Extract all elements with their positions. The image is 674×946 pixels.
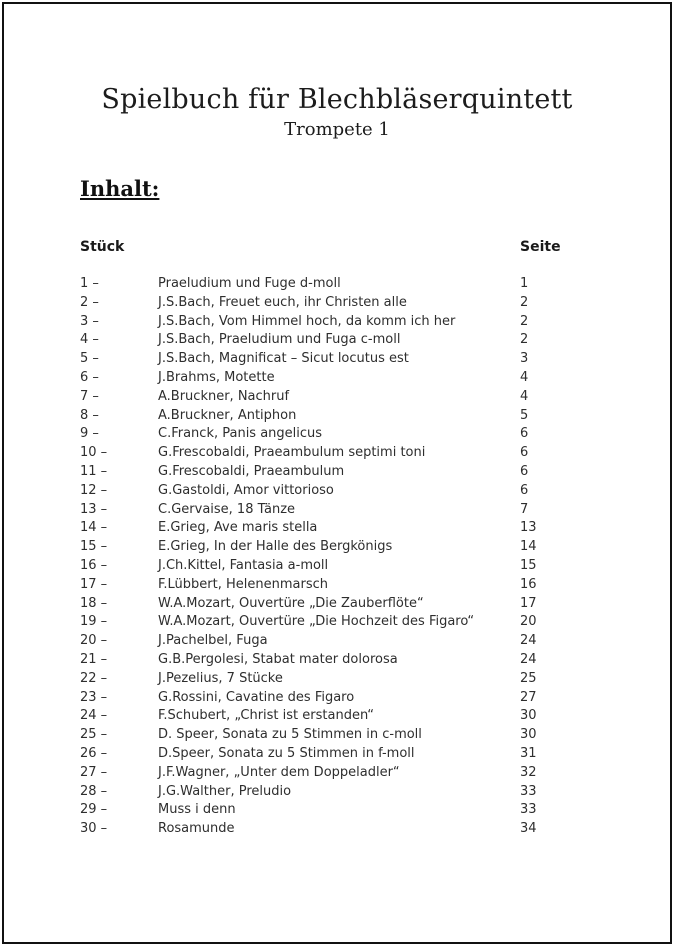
entry-title: D.Speer, Sonata zu 5 Stimmen in f-moll bbox=[158, 745, 415, 761]
entry-page: 34 bbox=[520, 821, 537, 837]
entry-number: 24 – bbox=[80, 708, 108, 724]
toc-row bbox=[80, 557, 570, 576]
entry-number: 14 – bbox=[80, 520, 108, 536]
entry-number: 21 – bbox=[80, 651, 108, 667]
entry-number: 26 – bbox=[80, 745, 108, 761]
entry-title: F.Lübbert, Helenenmarsch bbox=[158, 576, 328, 592]
entry-page: 17 bbox=[520, 595, 537, 611]
entry-title: G.Frescobaldi, Praeambulum septimi toni bbox=[158, 445, 426, 461]
section-heading: Inhalt: bbox=[80, 176, 160, 201]
entry-title: J.S.Bach, Praeludium und Fuga c-moll bbox=[158, 332, 401, 348]
toc-row bbox=[80, 331, 570, 350]
entry-number: 27 – bbox=[80, 764, 108, 780]
entry-number: 20 – bbox=[80, 633, 108, 649]
toc-row bbox=[80, 707, 570, 726]
entry-number: 13 – bbox=[80, 501, 108, 517]
toc-row bbox=[80, 745, 570, 764]
toc-row bbox=[80, 783, 570, 802]
entry-title: C.Gervaise, 18 Tänze bbox=[158, 501, 296, 517]
entry-number: 10 – bbox=[80, 445, 108, 461]
toc-row bbox=[80, 444, 570, 463]
entry-page: 6 bbox=[520, 426, 529, 442]
toc-row bbox=[80, 407, 570, 426]
toc-row bbox=[80, 613, 570, 632]
entry-page: 6 bbox=[520, 463, 529, 479]
entry-title: J.Brahms, Motette bbox=[158, 369, 275, 385]
entry-page: 2 bbox=[520, 332, 529, 348]
entry-number: 22 – bbox=[80, 670, 108, 686]
entry-number: 15 – bbox=[80, 539, 108, 555]
entry-title: J.S.Bach, Freuet euch, ihr Christen alle bbox=[158, 294, 407, 310]
entry-title: J.Pachelbel, Fuga bbox=[158, 633, 268, 649]
entry-page: 30 bbox=[520, 727, 537, 743]
toc-row bbox=[80, 501, 570, 520]
toc-row bbox=[80, 313, 570, 332]
toc-row bbox=[80, 425, 570, 444]
entry-number: 2 – bbox=[80, 294, 99, 310]
toc-row bbox=[80, 726, 570, 745]
entry-page: 7 bbox=[520, 501, 529, 517]
page bbox=[2, 2, 672, 944]
entry-number: 25 – bbox=[80, 727, 108, 743]
column-header-page: Seite bbox=[520, 239, 561, 255]
toc-row bbox=[80, 463, 570, 482]
toc-row bbox=[80, 538, 570, 557]
entry-title: Muss i denn bbox=[158, 802, 236, 818]
entry-title: D. Speer, Sonata zu 5 Stimmen in c-moll bbox=[158, 727, 422, 743]
entry-page: 5 bbox=[520, 407, 529, 423]
entry-page: 20 bbox=[520, 614, 537, 630]
toc-row bbox=[80, 482, 570, 501]
entry-page: 2 bbox=[520, 313, 529, 329]
document-header bbox=[4, 84, 670, 142]
toc-row bbox=[80, 519, 570, 538]
entry-title: Rosamunde bbox=[158, 821, 235, 837]
entry-title: J.S.Bach, Magnificat – Sicut locutus est bbox=[158, 351, 409, 367]
entry-title: E.Grieg, In der Halle des Bergkönigs bbox=[158, 539, 393, 555]
entry-title: J.Pezelius, 7 Stücke bbox=[158, 670, 283, 686]
entry-number: 29 – bbox=[80, 802, 108, 818]
entry-title: G.Rossini, Cavatine des Figaro bbox=[158, 689, 355, 705]
entry-page: 15 bbox=[520, 557, 537, 573]
entry-title: G.B.Pergolesi, Stabat mater dolorosa bbox=[158, 651, 398, 667]
entry-title: W.A.Mozart, Ouvertüre „Die Zauberflöte“ bbox=[158, 595, 424, 611]
entry-page: 4 bbox=[520, 388, 529, 404]
entry-title: G.Gastoldi, Amor vittorioso bbox=[158, 482, 334, 498]
entry-page: 31 bbox=[520, 745, 537, 761]
entry-title: J.F.Wagner, „Unter dem Doppeladler“ bbox=[158, 764, 400, 780]
toc-row bbox=[80, 764, 570, 783]
entry-page: 24 bbox=[520, 633, 537, 649]
entry-title: G.Frescobaldi, Praeambulum bbox=[158, 463, 345, 479]
document-title: Spielbuch für Blechbläserquintett bbox=[101, 84, 573, 115]
entry-title: J.Ch.Kittel, Fantasia a-moll bbox=[158, 557, 329, 573]
entry-title: C.Franck, Panis angelicus bbox=[158, 426, 323, 442]
toc-row bbox=[80, 689, 570, 708]
document-subtitle: Trompete 1 bbox=[284, 119, 390, 140]
entry-number: 8 – bbox=[80, 407, 99, 423]
toc-row bbox=[80, 820, 570, 839]
toc-row bbox=[80, 595, 570, 614]
entry-number: 9 – bbox=[80, 426, 99, 442]
entry-number: 6 – bbox=[80, 369, 99, 385]
entry-title: J.G.Walther, Preludio bbox=[158, 783, 292, 799]
toc-row bbox=[80, 632, 570, 651]
entry-page: 6 bbox=[520, 445, 529, 461]
entry-page: 2 bbox=[520, 294, 529, 310]
entry-page: 6 bbox=[520, 482, 529, 498]
entry-page: 25 bbox=[520, 670, 537, 686]
entry-number: 18 – bbox=[80, 595, 108, 611]
entry-page: 33 bbox=[520, 783, 537, 799]
entry-number: 1 – bbox=[80, 276, 99, 291]
entry-page: 32 bbox=[520, 764, 537, 780]
entry-number: 5 – bbox=[80, 351, 99, 367]
toc-row bbox=[80, 651, 570, 670]
entry-title: E.Grieg, Ave maris stella bbox=[158, 520, 318, 536]
toc-row bbox=[80, 576, 570, 595]
entry-title: F.Schubert, „Christ ist erstanden“ bbox=[158, 708, 374, 724]
toc-row bbox=[80, 801, 570, 820]
entry-title: J.S.Bach, Vom Himmel hoch, da komm ich her bbox=[158, 313, 456, 329]
entry-number: 17 – bbox=[80, 576, 108, 592]
entry-title: A.Bruckner, Antiphon bbox=[158, 407, 297, 423]
entry-page: 16 bbox=[520, 576, 537, 592]
entry-number: 3 – bbox=[80, 313, 99, 329]
entry-number: 28 – bbox=[80, 783, 108, 799]
column-header-piece: Stück bbox=[80, 239, 125, 255]
entry-title: Praeludium und Fuge d-moll bbox=[158, 276, 341, 291]
entry-number: 23 – bbox=[80, 689, 108, 705]
entry-number: 7 – bbox=[80, 388, 99, 404]
toc-row bbox=[80, 275, 570, 294]
entry-page: 13 bbox=[520, 520, 537, 536]
entry-page: 3 bbox=[520, 351, 529, 367]
toc-row bbox=[80, 350, 570, 369]
entry-page: 30 bbox=[520, 708, 537, 724]
entry-page: 4 bbox=[520, 369, 529, 385]
entry-page: 14 bbox=[520, 539, 537, 555]
entry-title: W.A.Mozart, Ouvertüre „Die Hochzeit des Figaro“ bbox=[158, 614, 475, 630]
toc-header bbox=[80, 239, 570, 255]
entry-number: 30 – bbox=[80, 821, 108, 837]
entry-page: 1 bbox=[520, 276, 529, 291]
toc-row bbox=[80, 388, 570, 407]
toc-row bbox=[80, 670, 570, 689]
entry-title: A.Bruckner, Nachruf bbox=[158, 388, 290, 404]
entry-number: 4 – bbox=[80, 332, 99, 348]
toc-row bbox=[80, 369, 570, 388]
toc-row bbox=[80, 294, 570, 313]
toc-list bbox=[80, 275, 570, 839]
entry-page: 33 bbox=[520, 802, 537, 818]
entry-number: 16 – bbox=[80, 557, 108, 573]
entry-page: 24 bbox=[520, 651, 537, 667]
table-of-contents bbox=[80, 239, 570, 839]
entry-number: 11 – bbox=[80, 463, 108, 479]
entry-page: 27 bbox=[520, 689, 537, 705]
entry-number: 12 – bbox=[80, 482, 108, 498]
entry-number: 19 – bbox=[80, 614, 108, 630]
